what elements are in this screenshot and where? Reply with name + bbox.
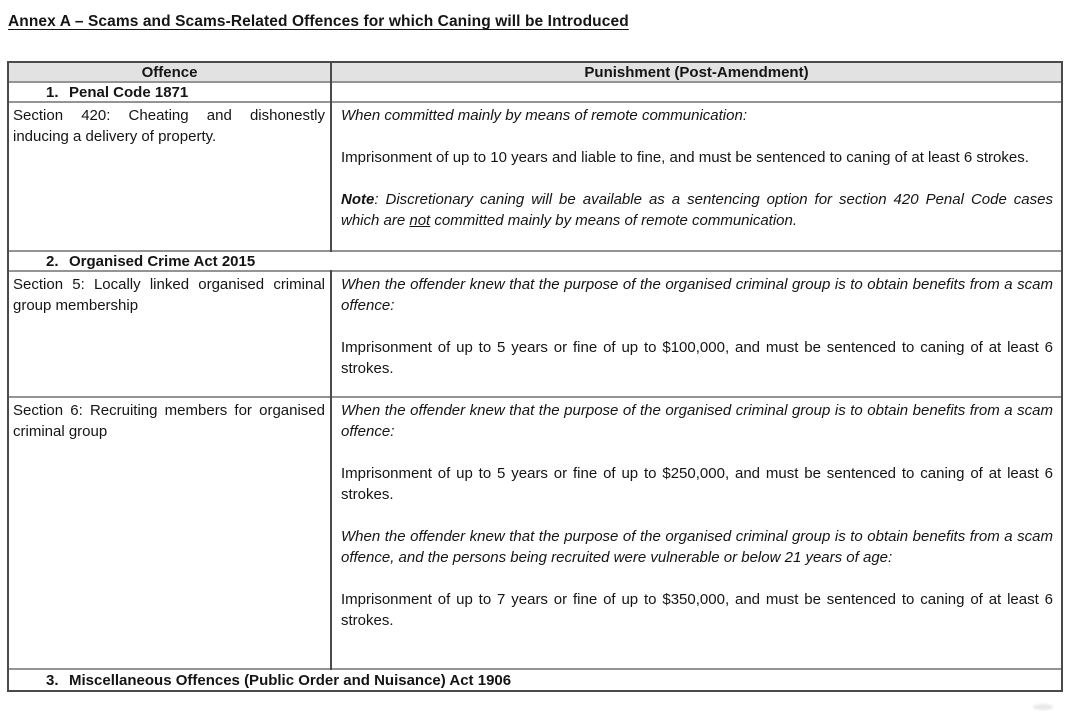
offence-cell-section-5: Section 5: Locally linked organised criminal group membership [9,271,331,397]
section-number: 1. [46,84,59,101]
section-title: Penal Code 1871 [69,84,189,101]
punishment-cell-section-6 [331,397,1061,669]
punishment-condition-1: When the offender knew that the purpose of the organised criminal group is to obtain benefits from a scam offence: [341,402,1053,440]
punishment-note: Note: Discretionary caning will be available as a sentencing option for section 420 Penal Code cases which are not committed mainly by means of remote communication. [341,191,1053,229]
section-label-organised-crime-act [9,251,1061,271]
offences-table [7,61,1063,692]
table-header-row [9,63,1061,82]
section-number: 2. [46,253,59,270]
punishment-sentence: Imprisonment of up to 10 years and liable to fine, and must be sentenced to caning of at least 6 strokes. [341,149,1029,166]
empty-cell [331,82,1061,102]
punishment-condition: When the offender knew that the purpose of the organised criminal group is to obtain benefits from a scam offence: [341,276,1053,314]
punishment-condition-2: When the offender knew that the purpose of the organised criminal group is to obtain benefits from a scam offence, and the persons being recruited were vulnerable or below 21 years of age: [341,528,1053,566]
punishment-sentence: Imprisonment of up to 5 years or fine of up to $100,000, and must be sentenced to caning of at least 6 strokes. [341,339,1053,377]
punishment-cell-section-5 [331,271,1061,397]
punishment-cell-section-420 [331,102,1061,251]
section-number: 3. [46,672,59,689]
offence-cell-section-6: Section 6: Recruiting members for organised criminal group [9,397,331,669]
section-row-miscellaneous-offences [9,669,1061,690]
section-row-penal-code [9,82,1061,102]
section-label-miscellaneous-offences [9,669,1061,690]
section-title: Miscellaneous Offences (Public Order and Nuisance) Act 1906 [69,672,512,689]
table-row-section-6 [9,397,1061,669]
page-corner-smudge [1033,704,1053,710]
offence-cell-section-420: Section 420: Cheating and dishonestly inducing a delivery of property. [9,102,331,251]
section-label-penal-code [9,82,331,102]
punishment-sentence-1: Imprisonment of up to 5 years or fine of up to $250,000, and must be sentenced to caning of at least 6 strokes. [341,465,1053,503]
punishment-condition: When committed mainly by means of remote communication: [341,107,747,124]
punishment-sentence-2: Imprisonment of up to 7 years or fine of up to $350,000, and must be sentenced to caning of at least 6 strokes. [341,591,1053,629]
column-header-offence: Offence [9,63,331,82]
section-title: Organised Crime Act 2015 [69,253,256,270]
table-row-section-420 [9,102,1061,251]
section-row-organised-crime-act [9,251,1061,271]
column-header-punishment: Punishment (Post-Amendment) [331,63,1061,82]
table-row-section-5 [9,271,1061,397]
page-title: Annex A – Scams and Scams-Related Offences for which Caning will be Introduced [8,13,629,30]
